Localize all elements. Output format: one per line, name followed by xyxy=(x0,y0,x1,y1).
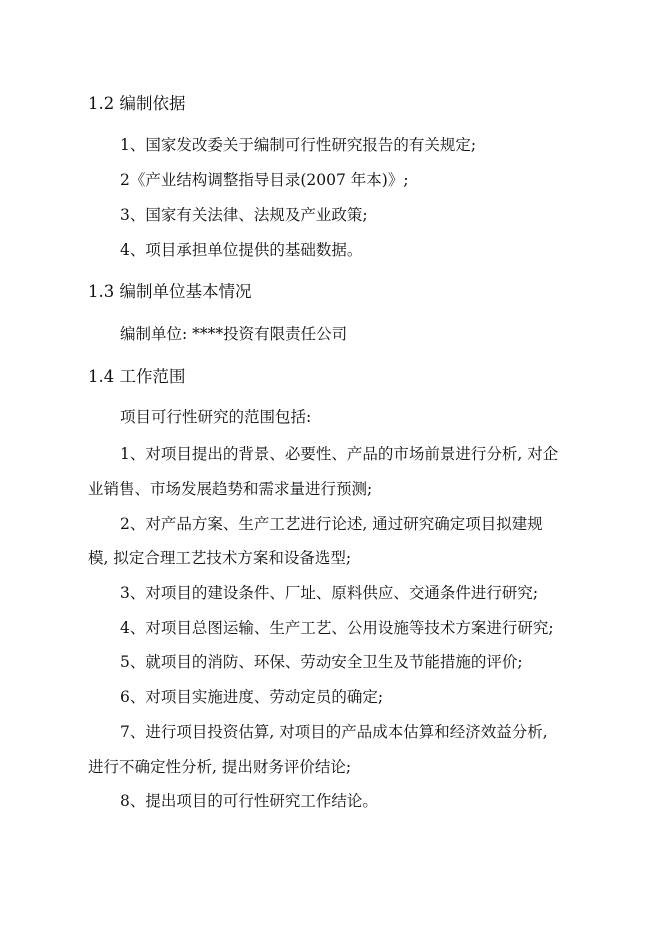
scope-item-5: 5、就项目的消防、环保、劳动安全卫生及节能措施的评价; xyxy=(120,653,523,671)
scope-item-6: 6、对项目实施进度、劳动定员的确定; xyxy=(120,688,384,706)
section-heading-1-3: 1.3 编制单位基本情况 xyxy=(88,282,252,301)
section-heading-1-2: 1.2 编制依据 xyxy=(88,94,186,113)
scope-item-2: 2、对产品方案、生产工艺进行论述, 通过研究确定项目拟建规 xyxy=(120,515,543,533)
section-heading-1-4: 1.4 工作范围 xyxy=(88,367,186,386)
scope-item-8: 8、提出项目的可行性研究工作结论。 xyxy=(120,792,378,810)
basis-item-3: 3、国家有关法律、法规及产业政策; xyxy=(120,206,368,224)
scope-item-7-cont: 进行不确定性分析, 提出财务评价结论; xyxy=(88,758,352,776)
scope-item-4: 4、对项目总图运输、生产工艺、公用设施等技术方案进行研究; xyxy=(120,619,554,637)
scope-item-7: 7、进行项目投资估算, 对项目的产品成本估算和经济效益分析, xyxy=(120,723,548,741)
scope-item-1-cont: 业销售、市场发展趋势和需求量进行预测; xyxy=(88,480,373,498)
scope-item-3: 3、对项目的建设条件、厂址、原料供应、交通条件进行研究; xyxy=(120,584,539,602)
scope-item-1: 1、对项目提出的背景、必要性、产品的市场前景进行分析, 对企 xyxy=(120,445,559,463)
basis-item-4: 4、项目承担单位提供的基础数据。 xyxy=(120,241,363,259)
basis-item-1: 1、国家发改委关于编制可行性研究报告的有关规定; xyxy=(120,136,477,154)
compiling-unit: 编制单位: ****投资有限责任公司 xyxy=(120,325,348,343)
scope-item-2-cont: 模, 拟定合理工艺技术方案和设备选型; xyxy=(88,549,352,567)
basis-item-2: 2《产业结构调整指导目录(2007 年本)》; xyxy=(120,171,409,189)
scope-intro: 项目可行性研究的范围包括: xyxy=(120,408,312,426)
